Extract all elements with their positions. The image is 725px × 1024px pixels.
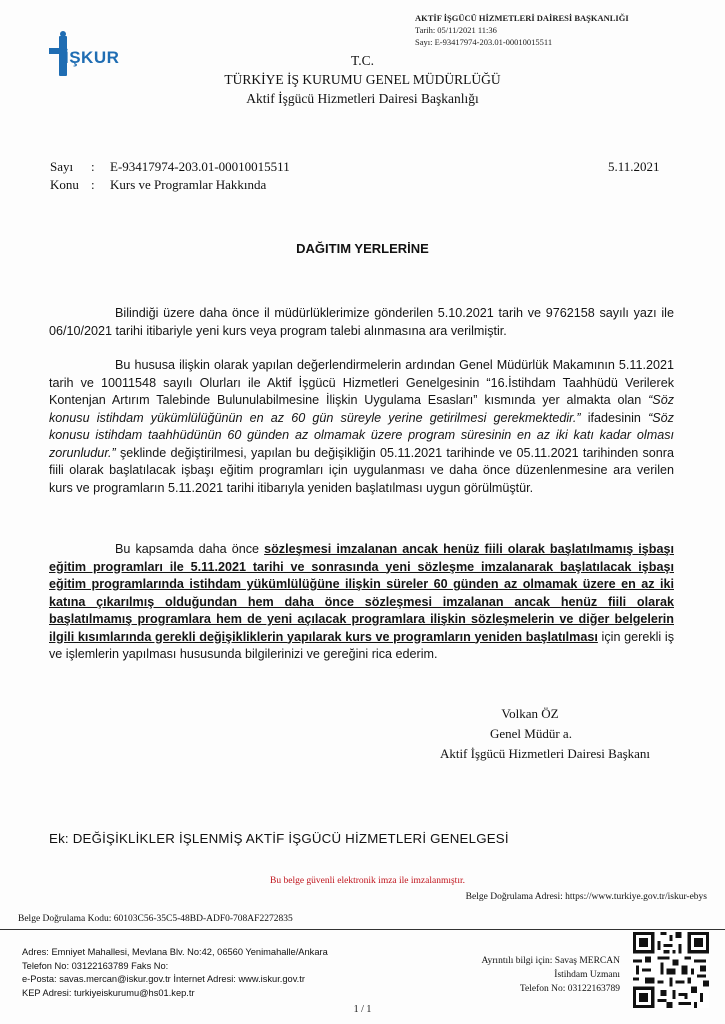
document-stamp [415,12,629,48]
p3-emphasis: sözleşmesi imzalanan ancak henüz fiili olarak başlatılmamış işbaşı eğitim programları ile 5.11.2021 tarihi ve sonrasında yeni sözleşme imzalanarak başlatılacak işbaşı eğitim programlarında istihdam yükümlülüğüne ilişkin süreler 60 günden az olmamak üzere en az iki katına çıkarılmış olduğundan hem daha önce sözleşmesi imzalanan ancak henüz fiili olarak başlatılmamış programlara hem de yeni açılacak programlara ilişkin sözleşmelerin ve diğer belgelerin ilgili kısımlarında gerekli değişikliklerin yapılarak kurs ve programların yeniden başlatılması [49,542,674,644]
sayi-label: Sayı [50,159,74,174]
document-title: DAĞITIM YERLERİNE [296,241,429,256]
verification-address: Belge Doğrulama Adresi: https://www.turkiye.gov.tr/iskur-ebys [465,892,707,902]
p2-text-c: ifadesinin [580,410,649,425]
stamp-number: Sayı: E-93417974-203.01-00010015511 [415,37,553,47]
stamp-date: Tarih: 05/11/2021 11:36 [415,25,497,35]
header-department: Aktif İşgücü Hizmetleri Dairesi Başkanlığı [246,91,479,106]
konu-label: Konu [50,177,79,192]
footer-phone: Telefon No: 03122163789 Faks No: [22,960,169,971]
paragraph-1-text: Bilindiği üzere daha önce il müdürlüklerimize gönderilen 5.10.2021 tarih ve 9762158 sayılı yazı ile 06/10/2021 tarihi itibariyle yeni kurs veya program talebi alınmasına ara verilmiştir. [49,306,674,338]
p2-text-e: şeklinde değiştirilmesi, yapılan bu değişikliğin 05.11.2021 tarihinde ve 05.11.2021 tarihinden sonra fiili olarak başlatılacak işbaşı eğitim programları için uygulanması ve daha önce düzenlenmesine ara verilen kurs ve programların 5.11.2021 tarihi itibarıyla yeniden başlatılması uygun görülmüştür. [49,445,674,495]
signer-role: Genel Müdür a. [490,726,572,741]
contact-person: Ayrıntılı bilgi için: Savaş MERCAN [481,956,620,966]
p2-quote-old: “Söz konusu istihdam yükümlülüğünün en az 60 gün süreyle yerine getirilmesi gerekmektedir.” [49,393,674,425]
p3-text-c: için gerekli iş ve işlemlerin yapılması hususunda bilgilerinizi ve gereğini rica ederim. [49,629,674,661]
header-tc: T.C. [351,53,374,68]
p3-text-a: Bu kapsamda daha önce [115,542,265,556]
paragraph-3 [49,541,674,664]
footer-kep: KEP Adresi: turkiyeiskurumu@hs01.kep.tr [22,987,195,998]
page-number: 1 / 1 [353,1004,372,1015]
verification-code: Belge Doğrulama Kodu: 60103C56-35C5-48BD-ADF0-708AF2272835 [18,914,293,924]
logo-text: İŞKUR [64,48,120,67]
contact-title: İstihdam Uzmanı [554,970,620,980]
attachment-line: Ek: DEĞİŞİKLİKLER İŞLENMİŞ AKTİF İŞGÜCÜ HİZMETLERİ GENELGESİ [49,831,509,846]
header-institution: TÜRKİYE İŞ KURUMU GENEL MÜDÜRLÜĞÜ [224,72,501,87]
konu-value: Kurs ve Programlar Hakkında [110,177,267,192]
sayi-value: E-93417974-203.01-00010015511 [110,159,290,174]
signer-name: Volkan ÖZ [501,706,559,721]
paragraph-1 [49,305,674,340]
p2-quote-new: “Söz konusu istihdam taahhüdünün 60 günden az olmamak üzere program süresinin en az iki katı kadar olması zorunludur.” [49,410,674,460]
contact-block [460,954,620,996]
paragraph-2 [49,357,674,497]
esign-notice: Bu belge güvenli elektronik imza ile imzalanmıştır. [270,876,465,886]
footer-address: Adres: Emniyet Mahallesi, Mevlana Blv. No:42, 06560 Yenimahalle/Ankara [22,947,328,957]
footer-divider [0,929,725,930]
konu-colon: : [91,177,95,192]
footer-address-block [22,946,328,1000]
footer-email: e-Posta: savas.mercan@iskur.gov.tr İnternet Adresi: www.iskur.gov.tr [22,974,305,984]
contact-phone: Telefon No: 03122163789 [519,984,620,994]
signer-department: Aktif İşgücü Hizmetleri Dairesi Başkanı [439,746,651,761]
document-date: 5.11.2021 [608,159,660,174]
qr-code-icon [633,932,709,1008]
sayi-colon: : [91,159,95,174]
stamp-dept: AKTİF İŞGÜCÜ HİZMETLERİ DAİRESİ BAŞKANLIĞI [415,13,629,23]
p2-text-a: Bu hususa ilişkin olarak yapılan değerlendirmelerin ardından Genel Müdürlük Makamının 5.11.2021 tarih ve 10011548 sayılı Olurları ile Aktif İşgücü Hizmetleri Genelgesinin “16.İstihdam Taahhüdü Verilerek Kontenjan Artırım Talebinde Bulunulabilmesine İlişkin Uygulama Esasları” kısmında yer almakta olan [49,358,674,407]
